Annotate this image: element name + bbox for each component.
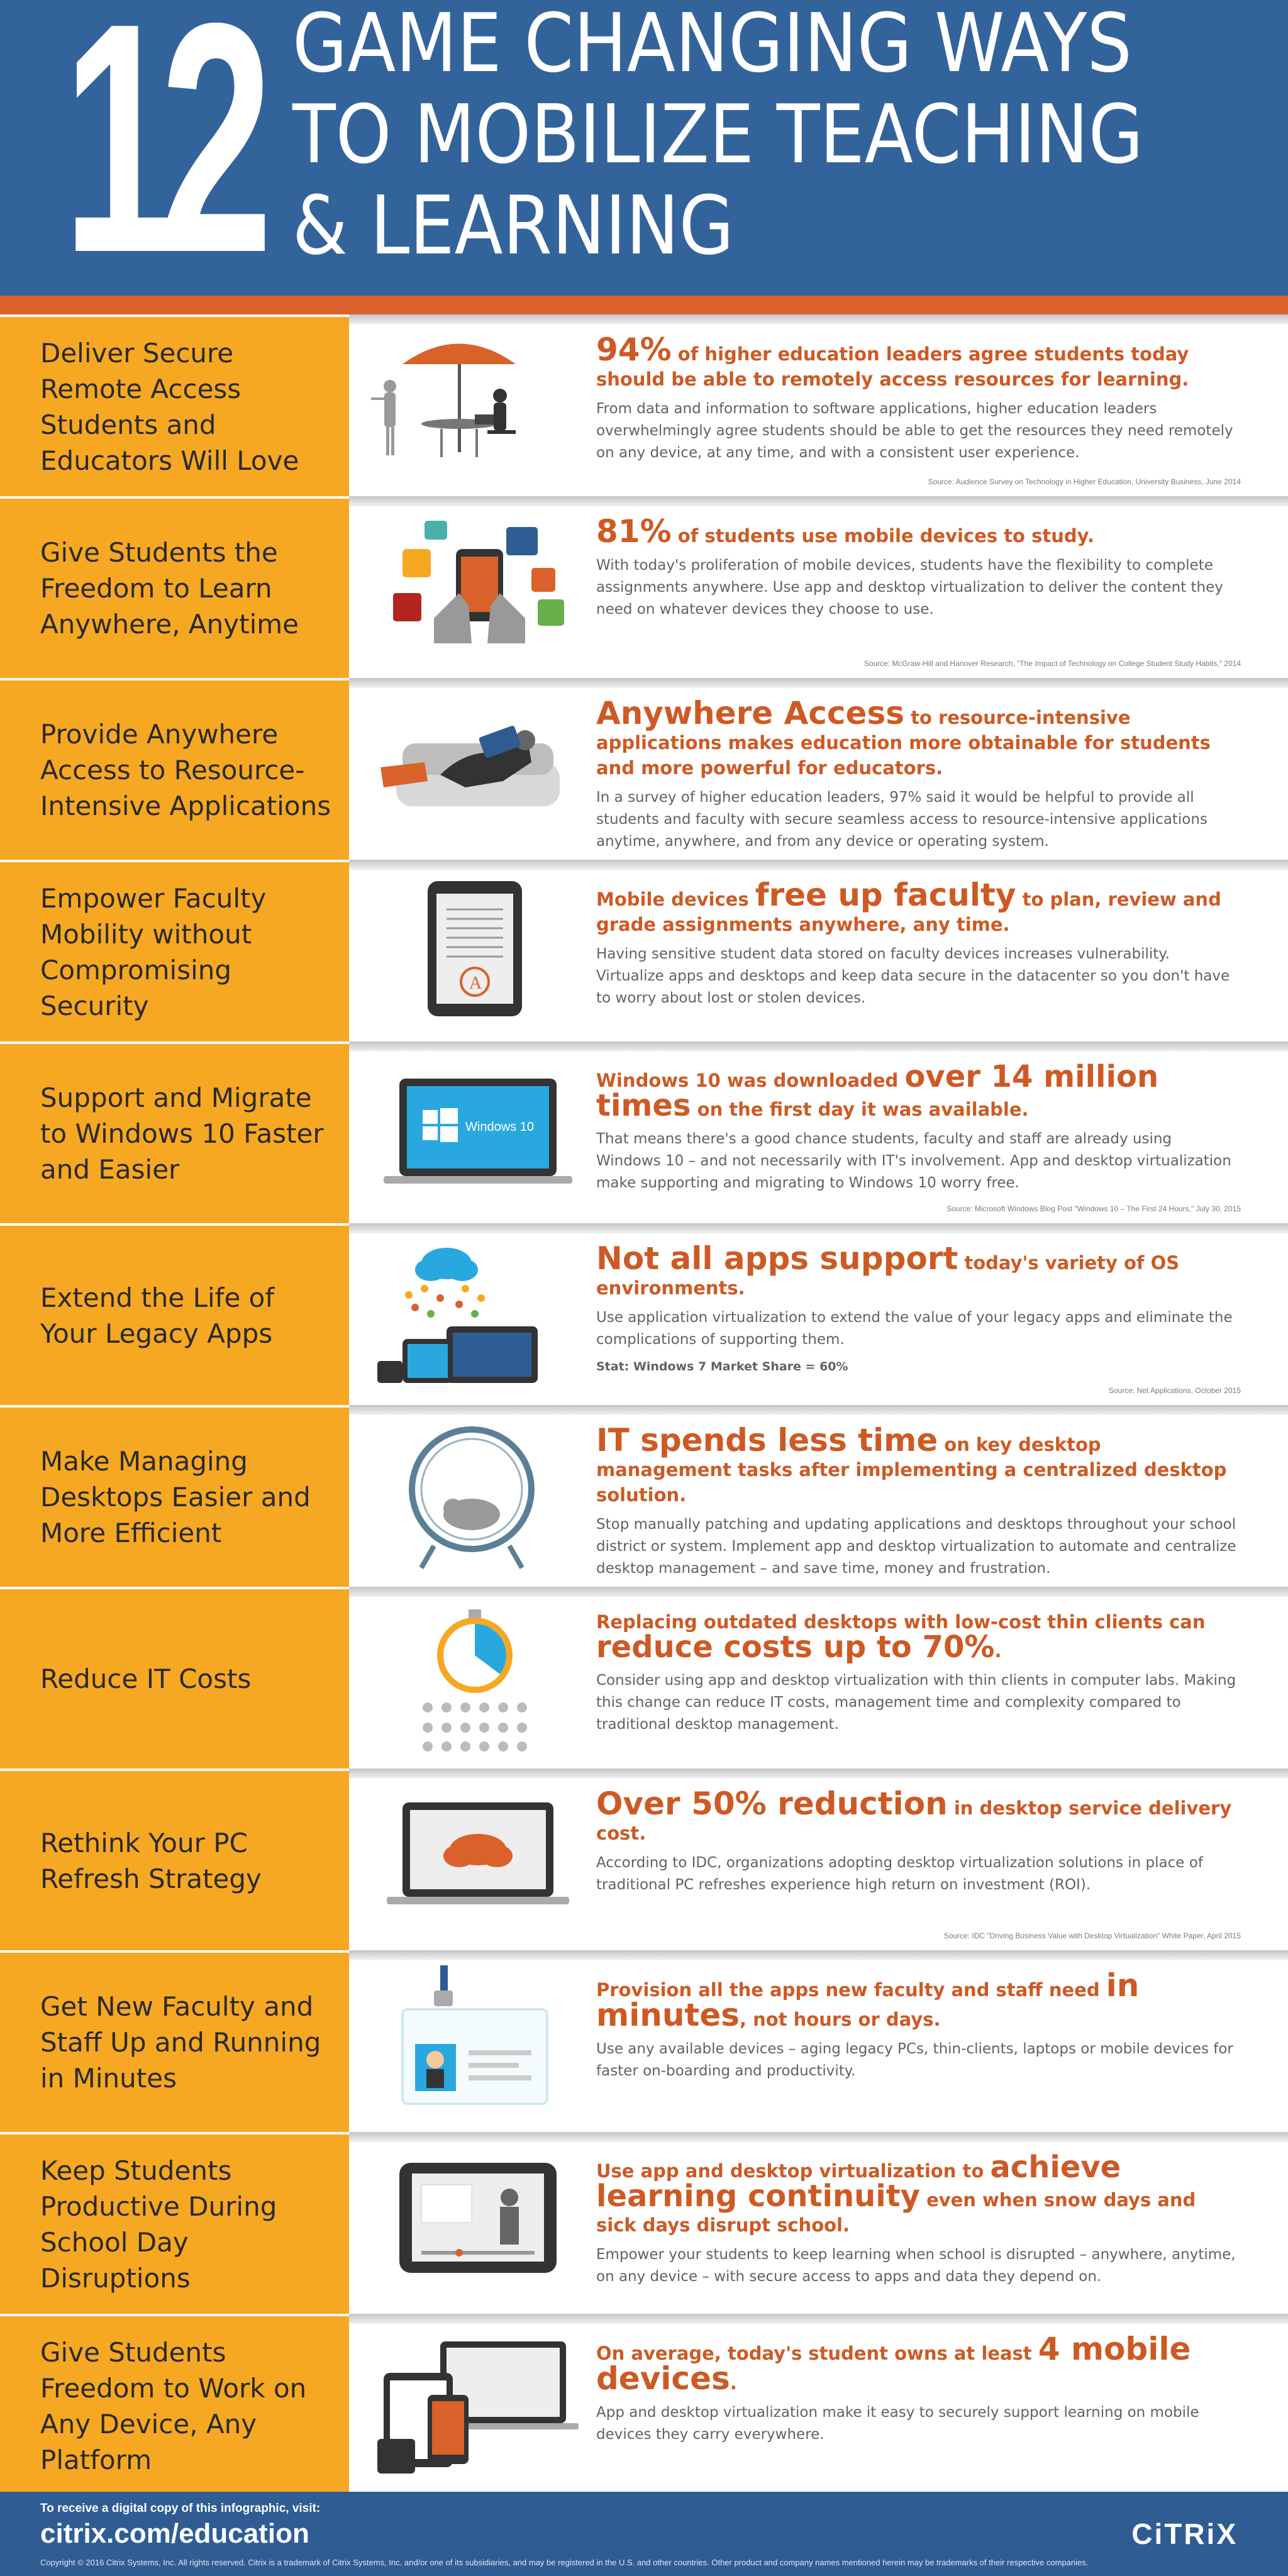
lead-highlight: over 14 million times <box>596 1059 1159 1123</box>
lead-rest: on the first day it was available. <box>691 1099 1029 1120</box>
item-lead <box>596 1240 1241 1301</box>
item-lead <box>596 513 1241 550</box>
item-body: In a survey of higher education leaders, 97% said it would be helpful to provide all students and faculty with secure seamless access to resource-intensive applications anytime, anywhere, and from any device or operating system. <box>596 789 1208 850</box>
item-content <box>596 1240 1241 1374</box>
row-separator <box>349 860 1288 870</box>
item-heading-panel <box>0 860 349 1041</box>
lead-rest: even when snow days and sick days disrupt school. <box>596 2189 1196 2236</box>
id-badge-icon <box>365 1965 591 2116</box>
item-stat: Stat: Windows 7 Market Share = 60% <box>596 1360 848 1374</box>
item-heading-panel <box>0 1587 349 1768</box>
item-body: Consider using app and desktop virtualization with thin clients in computer labs. Making this change can reduce IT costs, management time and complexity compared to traditional desktop management. <box>596 1672 1236 1733</box>
icon-label: Windows 10 <box>465 1120 534 1134</box>
lead-highlight: in minutes <box>596 1967 1140 2033</box>
item-content <box>596 1609 1241 1736</box>
item-heading: Give Students the Freedom to Learn Anywhere, Anytime <box>40 537 299 640</box>
couch-laptop-icon <box>365 693 591 844</box>
item-lead <box>596 1059 1241 1123</box>
row-separator <box>349 314 1288 325</box>
lead-highlight: achieve learning continuity <box>596 2150 1121 2214</box>
lead-highlight: IT spends less time <box>596 1422 938 1458</box>
windows-laptop-icon <box>365 1057 591 1208</box>
header-title-line-3: & LEARNING <box>292 179 734 273</box>
item-lead <box>596 331 1241 392</box>
lead-rest: of higher education leaders agree students today should be able to remotely access resources for learning. <box>596 343 1189 390</box>
item-heading: Deliver Secure Remote Access Students and Educators Will Love <box>40 337 299 476</box>
footer-intro: To receive a digital copy of this infographic, visit: <box>40 2502 321 2515</box>
item-body: Empower your students to keep learning when school is disrupted – anywhere, anytime, on any device – with secure access to apps and data they depend on. <box>596 2246 1236 2285</box>
cafe-umbrella-laptop-icon <box>365 330 591 480</box>
item-lead <box>596 1609 1241 1663</box>
item-content <box>596 1967 1241 2082</box>
video-lecture-tablet-icon <box>365 2147 591 2298</box>
header-banner <box>0 0 1288 296</box>
item-body: Stop manually patching and updating applications and desktops throughout your school district or system. Implement app and desktop virtualization to automate and centralize desktop management – and save time, money and frustration. <box>596 1516 1236 1577</box>
row-separator <box>349 1587 1288 1597</box>
item-row <box>0 1950 1288 2132</box>
item-lead <box>596 695 1241 780</box>
row-separator <box>349 1405 1288 1415</box>
item-lead <box>596 2331 1241 2397</box>
item-source: Source: McGraw-Hill and Hanover Research, "The Impact of Technology on College Student Study Habits," 2014 <box>863 659 1241 668</box>
lead-prefix: Use app and desktop virtualization to <box>596 2160 991 2182</box>
item-source: Source: Net Applications, October 2015 <box>1108 1386 1241 1395</box>
header-title-line-2: TO MOBILIZE TEACHING <box>292 88 1143 182</box>
row-separator <box>349 2132 1288 2142</box>
lead-rest: to plan, review and grade assignments anywhere, any time. <box>596 889 1221 935</box>
item-heading-panel <box>0 2132 349 2314</box>
item-content <box>596 1059 1241 1194</box>
phone-apps-icon <box>365 511 591 662</box>
item-lead <box>596 2150 1241 2238</box>
row-separator <box>349 496 1288 506</box>
item-heading: Empower Faculty Mobility without Compromising Security <box>40 882 267 1021</box>
item-heading-panel <box>0 1950 349 2132</box>
item-heading: Make Managing Desktops Easier and More Efficient <box>40 1446 311 1548</box>
tablet-grade-icon <box>365 875 591 1026</box>
lead-prefix: On average, today's student owns at least <box>596 2343 1038 2364</box>
lead-highlight: reduce costs up to 70% <box>596 1629 995 1665</box>
lead-rest: today's variety of OS environments. <box>596 1252 1180 1299</box>
item-content <box>596 2150 1241 2288</box>
lead-rest: in desktop service delivery cost. <box>596 1797 1232 1844</box>
item-body: Use application virtualization to extend the value of your legacy apps and eliminate the complications of supporting them. <box>596 1309 1233 1348</box>
item-source: Source: Microsoft Windows Blog Post "Windows 10 – The First 24 Hours," July 30, 2015 <box>947 1204 1241 1213</box>
lead-highlight: free up faculty <box>755 877 1016 913</box>
lead-highlight: Over 50% reduction <box>596 1785 948 1822</box>
item-source: Source: Audience Survey on Technology in Higher Education, University Business, June 2014 <box>928 477 1241 486</box>
lead-rest: , not hours or days. <box>740 2009 941 2030</box>
item-row <box>0 1587 1288 1768</box>
lead-highlight: 94% <box>596 331 672 368</box>
item-lead <box>596 1967 1241 2033</box>
item-heading-panel <box>0 1041 349 1223</box>
item-heading: Support and Migrate to Windows 10 Faster and Easier <box>40 1082 324 1185</box>
lead-rest: . <box>730 2372 737 2394</box>
item-heading-panel <box>0 1223 349 1405</box>
item-heading: Rethink Your PC Refresh Strategy <box>40 1827 262 1894</box>
footer-copyright: Copyright © 2016 Citrix Systems, Inc. All rights reserved. Citrix is a trademark of Citrix Systems, Inc. and/or one of its subsidiaries, and may be registered in the U.S. and other countries. Other product and company names mentioned herein may be trademarks of their respective companies. <box>40 2558 1089 2567</box>
item-row <box>0 860 1288 1041</box>
citrix-logo: CiTRiX <box>1131 2518 1238 2550</box>
item-heading-panel <box>0 314 349 496</box>
row-separator <box>349 2314 1288 2324</box>
item-row <box>0 1405 1288 1587</box>
lead-rest: on key desktop management tasks after implementing a centralized desktop solution. <box>596 1434 1227 1506</box>
item-heading: Give Students Freedom to Work on Any Device, Any Platform <box>40 2336 307 2475</box>
lead-highlight: Not all apps support <box>596 1240 958 1277</box>
lead-rest: of students use mobile devices to study. <box>671 525 1094 547</box>
item-heading: Reduce IT Costs <box>40 1663 252 1694</box>
item-heading: Provide Anywhere Access to Resource-Intensive Applications <box>40 719 331 821</box>
item-heading-panel <box>0 1405 349 1587</box>
item-content <box>596 513 1241 621</box>
lead-rest: to resource-intensive applications makes education more obtainable for students and more powerful for educators. <box>596 707 1211 779</box>
lead-rest: . <box>994 1640 1002 1662</box>
item-row <box>0 1768 1288 1950</box>
header-number: 12 <box>63 0 258 296</box>
lead-highlight: 81% <box>596 513 672 550</box>
footer <box>0 2492 1288 2576</box>
item-heading-panel <box>0 496 349 678</box>
item-heading-panel <box>0 1768 349 1950</box>
item-row <box>0 2132 1288 2314</box>
item-heading: Get New Faculty and Staff Up and Running in Minutes <box>40 1991 321 2094</box>
item-content <box>596 1422 1241 1580</box>
item-row <box>0 678 1288 860</box>
footer-url-link[interactable]: citrix.com/education <box>40 2518 309 2549</box>
item-row <box>0 1041 1288 1223</box>
item-body: From data and information to software applications, higher education leaders overwhelmingly agree students should be able to get the resources they need remotely on any device, at any time, and with a consistent user experience. <box>596 401 1233 461</box>
item-lead <box>596 1422 1241 1507</box>
item-heading: Extend the Life of Your Legacy Apps <box>40 1282 275 1349</box>
item-body: That means there's a good chance students, faculty and staff are already using Windows 10 – and not necessarily with IT's involvement. App and desktop virtualization make supporting and migrating to Windows 10 worry free. <box>596 1131 1231 1191</box>
lead-prefix: Replacing outdated desktops with low-cost thin clients can <box>596 1611 1206 1633</box>
cloud-devices-icon <box>365 1238 591 1389</box>
lead-prefix: Windows 10 was downloaded <box>596 1070 905 1091</box>
header-stripe <box>0 296 1288 314</box>
item-content <box>596 2331 1241 2446</box>
item-content <box>596 1785 1241 1896</box>
row-separator <box>349 1768 1288 1779</box>
row-separator <box>349 1041 1288 1052</box>
lead-prefix: Mobile devices <box>596 889 755 910</box>
item-content <box>596 695 1241 853</box>
cloud-laptop-icon <box>365 1784 591 1935</box>
multi-device-icon <box>365 2329 591 2480</box>
item-content <box>596 877 1241 1009</box>
item-content <box>596 331 1241 464</box>
row-separator <box>349 1950 1288 1960</box>
item-body: With today's proliferation of mobile devices, students have the flexibility to complete assignments anywhere. Use app and desktop virtualization to deliver the content they need on whatever devices they choose to use. <box>596 557 1223 618</box>
item-row <box>0 1223 1288 1405</box>
row-separator <box>349 1223 1288 1233</box>
lead-highlight: Anywhere Access <box>596 695 904 731</box>
item-body: App and desktop virtualization make it easy to securely support learning on mobile devices they carry everywhere. <box>596 2404 1199 2443</box>
item-lead <box>596 1785 1241 1846</box>
item-lead <box>596 877 1241 937</box>
header-title-line-1: GAME CHANGING WAYS <box>292 0 1132 91</box>
stopwatch-people-icon <box>365 1602 591 1753</box>
item-source: Source: IDC "Driving Business Value with Desktop Virtualization" White Paper, April 2015 <box>943 1931 1241 1940</box>
hamster-wheel-icon <box>365 1420 591 1571</box>
item-heading-panel <box>0 678 349 860</box>
svg-text:A: A <box>469 974 482 993</box>
lead-highlight: 4 mobile devices <box>596 2331 1191 2397</box>
item-row <box>0 314 1288 496</box>
item-row <box>0 2314 1288 2496</box>
item-row <box>0 496 1288 678</box>
item-body: Having sensitive student data stored on faculty devices increases vulnerability. Virtualize apps and desktops and keep data secure in the datacenter so you don't have to worry about lost or stolen devices. <box>596 946 1230 1006</box>
item-body: According to IDC, organizations adopting desktop virtualization solutions in place of traditional PC refreshes experience high return on investment (ROI). <box>596 1855 1203 1893</box>
item-heading: Keep Students Productive During School Day Disruptions <box>40 2155 277 2294</box>
item-body: Use any available devices – aging legacy PCs, thin-clients, laptops or mobile devices for faster on-boarding and productivity. <box>596 2041 1233 2079</box>
item-heading-panel <box>0 2314 349 2496</box>
row-separator <box>349 678 1288 688</box>
lead-prefix: Provision all the apps new faculty and staff need <box>596 1979 1106 2001</box>
